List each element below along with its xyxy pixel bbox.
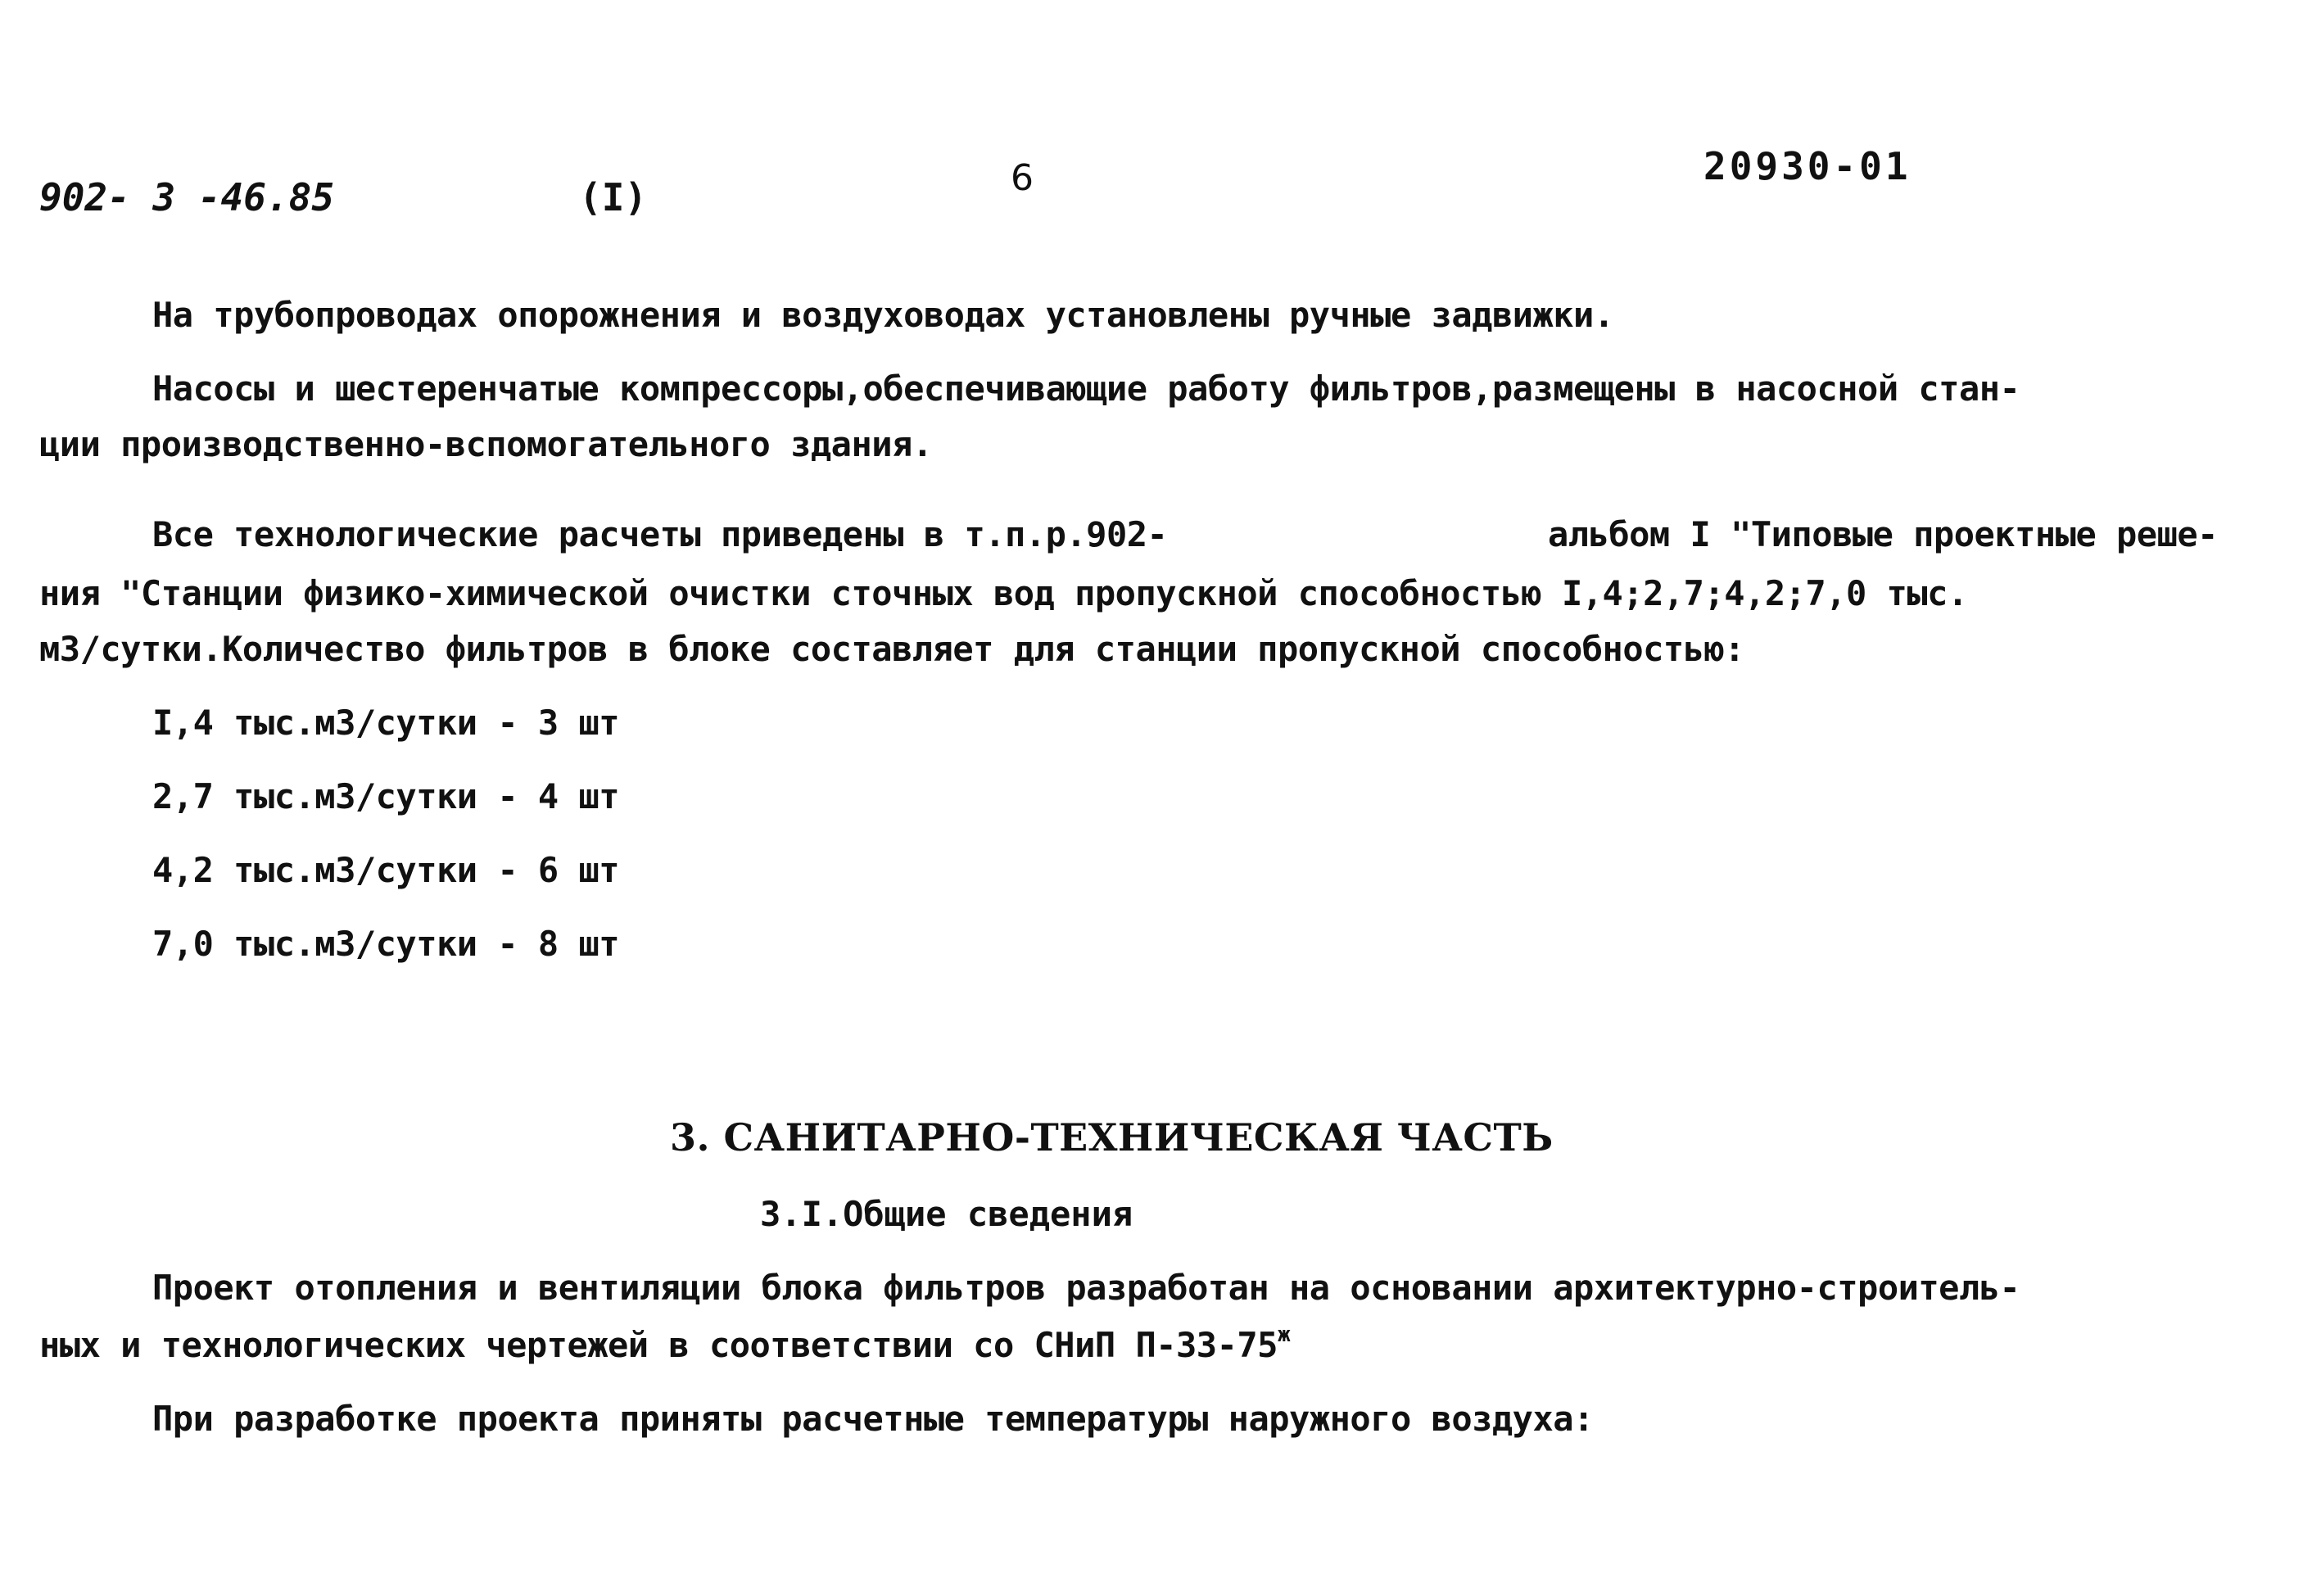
sheet-reference: (I) xyxy=(579,175,648,219)
paragraph-project-line2 xyxy=(39,1322,1291,1365)
section-subtitle: 3.I.Общие сведения xyxy=(760,1194,1133,1234)
footnote-mark: ж xyxy=(1277,1322,1291,1347)
capacity-item: 4,2 тыс.м3/сутки - 6 шт xyxy=(152,850,620,890)
paragraph-calc-line2: ния "Станции физико-химической очистки сточных вод пропускной способностью I,4;2,7;4,2;7,0 тыс. xyxy=(39,573,1968,613)
document-code: 902- 3 -46.85 xyxy=(39,175,335,219)
capacity-item: 2,7 тыс.м3/сутки - 4 шт xyxy=(152,776,620,816)
paragraph-calc-line3: м3/сутки.Количество фильтров в блоке составляет для станции пропускной способностью: xyxy=(39,629,1745,669)
section-title: 3. САНИТАРНО-ТЕХНИЧЕСКАЯ ЧАСТЬ xyxy=(670,1115,1554,1160)
paragraph-calc-line1-a: Все технологические расчеты приведены в т.п.р.902- xyxy=(152,514,1168,554)
paragraph-pumps-line2: ции производственно-вспомогательного здания. xyxy=(39,424,933,464)
page-number: 6 xyxy=(1011,157,1034,199)
capacity-item: 7,0 тыс.м3/сутки - 8 шт xyxy=(152,924,620,964)
paragraph-pumps-line1: Насосы и шестеренчатые компрессоры,обеспечивающие работу фильтров,размещены в насосной стан- xyxy=(152,368,2020,409)
capacity-item: I,4 тыс.м3/сутки - 3 шт xyxy=(152,703,620,743)
paragraph-project-line1: Проект отопления и вентиляции блока фильтров разработан на основании архитектурно-строитель- xyxy=(152,1268,2020,1308)
paragraph-valves: На трубопроводах опорожнения и воздуховодах установлены ручные задвижки. xyxy=(152,295,1614,335)
paragraph-temperatures: При разработке проекта приняты расчетные температуры наружного воздуха: xyxy=(152,1399,1594,1439)
paragraph-calc-line1-b: альбом I "Типовые проектные реше- xyxy=(1548,514,2218,554)
paragraph-project-line2-text: ных и технологических чертежей в соответствии со СНиП П-33-75 xyxy=(39,1325,1278,1365)
archive-code: 20930-01 xyxy=(1703,144,1912,188)
